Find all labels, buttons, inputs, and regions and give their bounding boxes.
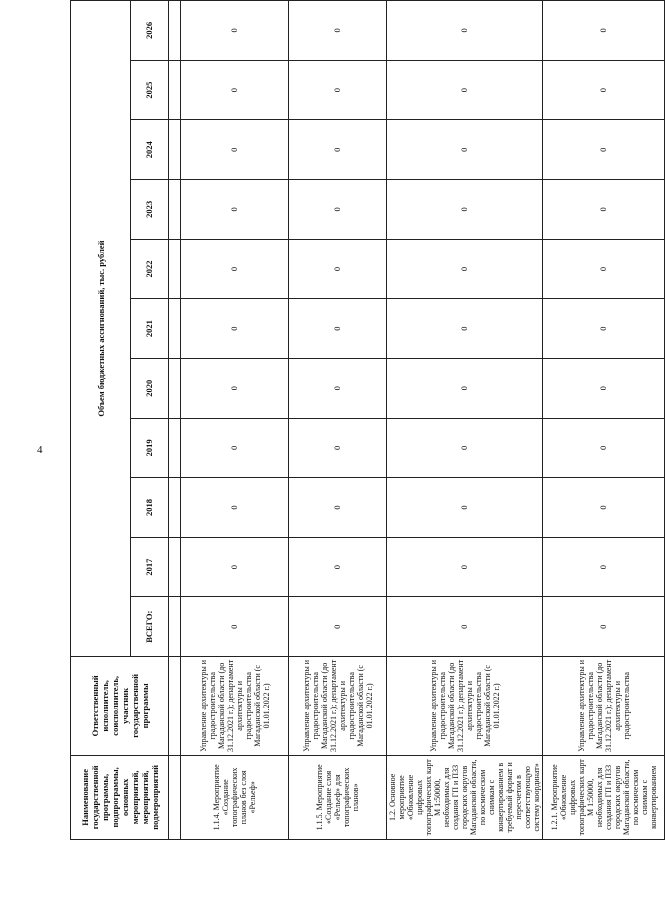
row-value: 0 <box>543 299 665 359</box>
row-value: 0 <box>181 418 289 478</box>
row-name: 1.1.4. Мероприятие «Создание топографических планов без слоя «Рельеф» <box>181 755 289 839</box>
table-row <box>543 1 665 840</box>
column-number <box>169 299 181 359</box>
row-value: 0 <box>387 418 543 478</box>
header-name: Наименование государственной программы, подпрограммы, основных мероприятий, мероприятий, подмероприятий <box>71 755 169 839</box>
header-year: 2018 <box>131 478 169 538</box>
row-value: 0 <box>289 60 387 120</box>
row-value: 0 <box>181 537 289 597</box>
header-year: 2024 <box>131 120 169 180</box>
row-value: 0 <box>289 537 387 597</box>
row-value: 0 <box>181 1 289 61</box>
page-number: 4 <box>37 444 43 456</box>
budget-table <box>70 0 665 840</box>
row-value: 0 <box>543 478 665 538</box>
row-name: 1.2.1. Мероприятие «Обновление цифровых топографических карт М 1:50000, необходимых для создания ГП и ПЗЗ городских округов Магаданской области, по космическим снимкам с конвертированием <box>543 755 665 839</box>
header-year: 2019 <box>131 418 169 478</box>
column-number <box>169 60 181 120</box>
header-year: 2025 <box>131 60 169 120</box>
row-value: 0 <box>543 1 665 61</box>
row-name: 1.1.5. Мероприятие «Создание слоя «Рельеф» для топографических планов» <box>289 755 387 839</box>
row-value: 0 <box>543 120 665 180</box>
row-value: 0 <box>289 478 387 538</box>
header-year: 2021 <box>131 299 169 359</box>
row-value: 0 <box>387 597 543 657</box>
row-value: 0 <box>543 597 665 657</box>
row-value: 0 <box>289 120 387 180</box>
row-value: 0 <box>289 1 387 61</box>
column-number <box>169 239 181 299</box>
row-value: 0 <box>289 180 387 240</box>
header-budget: Объем бюджетных ассигнований, тыс. рублей <box>71 1 131 657</box>
column-number <box>169 478 181 538</box>
row-responsible: Управление архитектуры и градостроительства Магаданской области (до 31.12.2021 г.); департамент архитектуры и градостроительства Магаданской области (с 01.01.2022 г.) <box>387 657 543 756</box>
row-value: 0 <box>543 239 665 299</box>
header-year: 2023 <box>131 180 169 240</box>
header-total: ВСЕГО: <box>131 597 169 657</box>
row-value: 0 <box>181 299 289 359</box>
column-number <box>169 418 181 478</box>
row-value: 0 <box>387 180 543 240</box>
row-value: 0 <box>543 60 665 120</box>
column-number <box>169 1 181 61</box>
table-row <box>289 1 387 840</box>
column-number <box>169 358 181 418</box>
row-responsible: Управление архитектуры и градостроительства Магаданской области (до 31.12.2021 г.); департамент архитектуры и градостроительства Магаданской области (с 01.01.2022 г.) <box>181 657 289 756</box>
row-value: 0 <box>543 418 665 478</box>
row-value: 0 <box>181 358 289 418</box>
row-value: 0 <box>387 478 543 538</box>
row-value: 0 <box>181 180 289 240</box>
header-year: 2022 <box>131 239 169 299</box>
column-number <box>169 120 181 180</box>
row-responsible: Управление архитектуры и градостроительства Магаданской области (до 31.12.2021 г.); департамент архитектуры и градостроительства <box>543 657 665 756</box>
header-responsible: Ответственный исполнитель, соисполнитель, участник государственной программы <box>71 657 169 756</box>
header-year: 2017 <box>131 537 169 597</box>
row-value: 0 <box>181 120 289 180</box>
row-value: 0 <box>181 478 289 538</box>
row-responsible: Управление архитектуры и градостроительства Магаданской области (до 31.12.2021 г.); департамент архитектуры и градостроительства Магаданской области (с 01.01.2022 г.) <box>289 657 387 756</box>
rotated-table-wrapper <box>70 0 658 840</box>
row-value: 0 <box>387 358 543 418</box>
header-year: 2020 <box>131 358 169 418</box>
row-value: 0 <box>289 418 387 478</box>
row-value: 0 <box>289 299 387 359</box>
column-number <box>169 537 181 597</box>
row-value: 0 <box>387 60 543 120</box>
header-year: 2026 <box>131 1 169 61</box>
row-value: 0 <box>543 358 665 418</box>
column-number <box>169 755 181 839</box>
row-value: 0 <box>387 239 543 299</box>
row-value: 0 <box>543 180 665 240</box>
row-name: 1.2. Основное мероприятие «Обновление цифровых топографических карт М 1:50000, необходимых для создания ГП и ПЗЗ городских округов Магаданской области, по космическим снимкам с конвертированием в требуемый формат и пересчетом в соответствующую систему координат» <box>387 755 543 839</box>
column-number <box>169 657 181 756</box>
row-value: 0 <box>387 1 543 61</box>
row-value: 0 <box>387 120 543 180</box>
row-value: 0 <box>181 239 289 299</box>
column-number <box>169 180 181 240</box>
row-value: 0 <box>181 60 289 120</box>
table-row <box>181 1 289 840</box>
column-number <box>169 597 181 657</box>
table-row <box>387 1 543 840</box>
row-value: 0 <box>289 358 387 418</box>
row-value: 0 <box>289 239 387 299</box>
row-value: 0 <box>387 537 543 597</box>
row-value: 0 <box>387 299 543 359</box>
row-value: 0 <box>181 597 289 657</box>
row-value: 0 <box>289 597 387 657</box>
row-value: 0 <box>543 537 665 597</box>
column-numbers-row <box>169 1 181 840</box>
